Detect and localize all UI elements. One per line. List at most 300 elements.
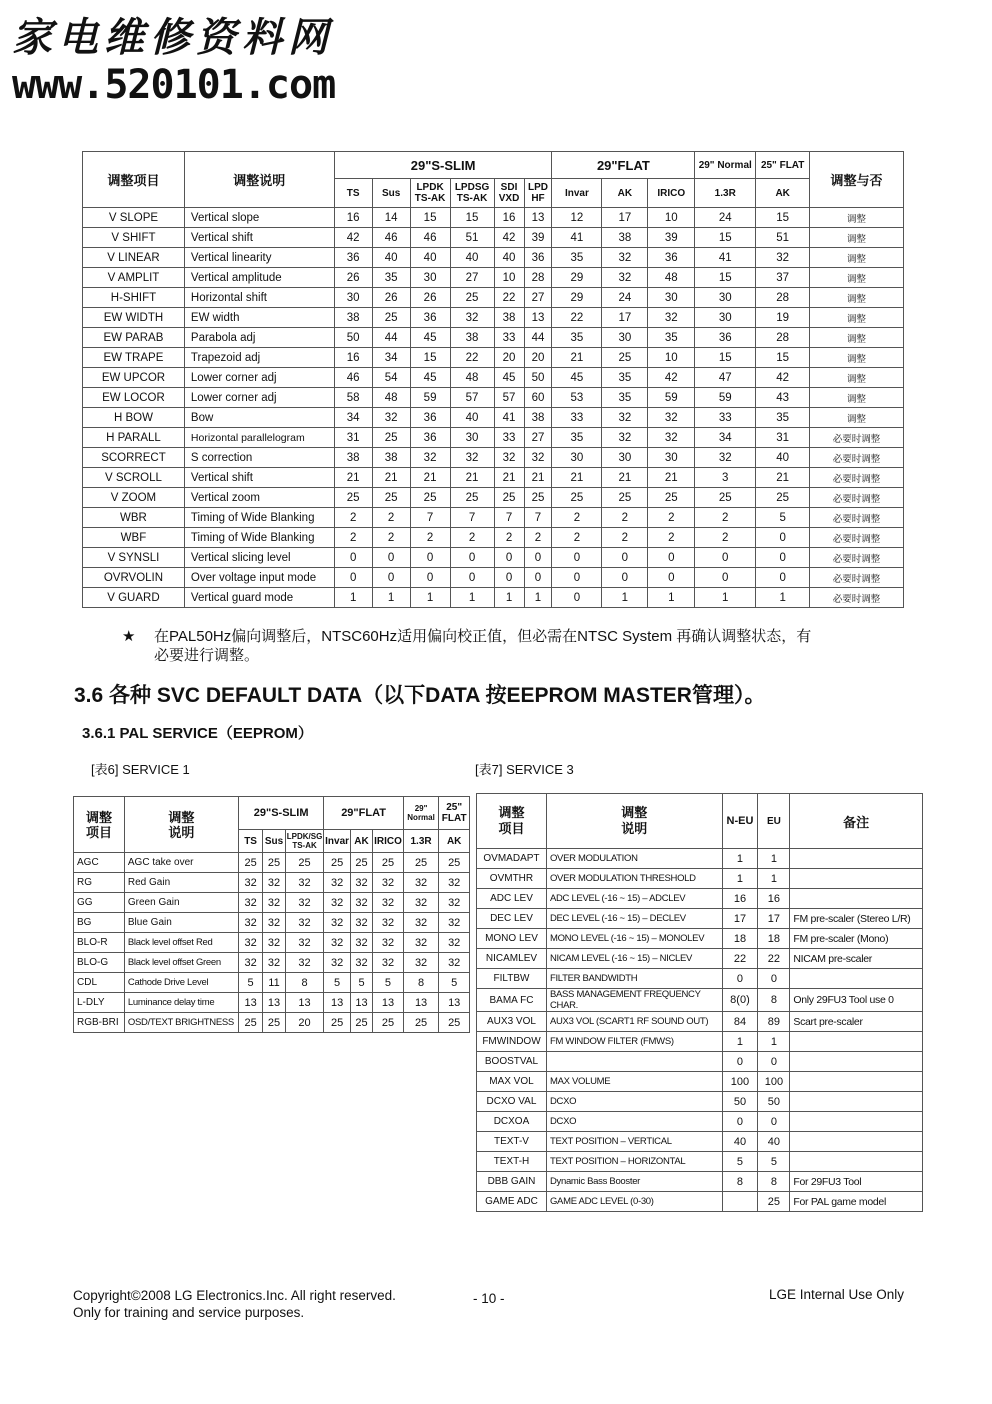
item-description: Over voltage input mode — [184, 568, 334, 588]
value-cell: 10 — [494, 268, 524, 288]
adjust-status: 必要时调整 — [810, 548, 904, 568]
t7-neu-value: 5 — [722, 1152, 758, 1172]
value-cell: 41 — [494, 408, 524, 428]
site-title: 家电维修资料网 — [12, 14, 334, 61]
t7-neu-value: 0 — [722, 969, 758, 989]
value-cell: 2 — [494, 528, 524, 548]
value-cell: 46 — [334, 368, 372, 388]
value-cell: 19 — [756, 308, 810, 328]
value-cell: 46 — [372, 228, 410, 248]
t6-item-description: OSD/TEXT BRIGHTNESS — [124, 1013, 238, 1033]
value-cell: 57 — [494, 388, 524, 408]
value-cell: 38 — [494, 308, 524, 328]
value-cell: 15 — [756, 208, 810, 228]
t6-item-description: Black level offset Green — [124, 953, 238, 973]
subheader-cell: LPDK TS-AK — [410, 179, 450, 208]
value-cell: 0 — [334, 548, 372, 568]
t6-group-29-slim: 29"S-SLIM — [238, 797, 323, 830]
value-cell: 0 — [756, 548, 810, 568]
value-cell: 40 — [494, 248, 524, 268]
value-cell: 25 — [524, 488, 552, 508]
value-cell: 0 — [450, 568, 494, 588]
t6-value-cell: 13 — [373, 993, 404, 1013]
t6-value-cell: 13 — [263, 993, 285, 1013]
t6-value-cell: 5 — [238, 973, 262, 993]
value-cell: 39 — [524, 228, 552, 248]
value-cell: 60 — [524, 388, 552, 408]
t7-item-description: TEXT POSITION – HORIZONTAL — [546, 1152, 722, 1172]
value-cell: 30 — [552, 448, 602, 468]
t7-item-description: BASS MANAGEMENT FREQUENCY CHAR. — [546, 989, 722, 1012]
table-row — [74, 873, 470, 893]
star-icon: ★ — [122, 628, 136, 645]
t6-value-cell: 32 — [439, 873, 470, 893]
value-cell: 42 — [494, 228, 524, 248]
t6-value-cell: 25 — [238, 1013, 262, 1033]
value-cell: 28 — [524, 268, 552, 288]
t6-value-cell: 32 — [373, 913, 404, 933]
table-row — [477, 1032, 923, 1052]
t6-value-cell: 32 — [263, 933, 285, 953]
value-cell: 25 — [602, 348, 648, 368]
value-cell: 2 — [648, 528, 695, 548]
adjust-status: 必要时调整 — [810, 448, 904, 468]
value-cell: 15 — [756, 348, 810, 368]
value-cell: 35 — [602, 388, 648, 408]
t6-value-cell: 32 — [285, 873, 324, 893]
t7-item-name: MAX VOL — [477, 1072, 547, 1092]
value-cell: 27 — [450, 268, 494, 288]
t7-item-description: DCXO — [546, 1092, 722, 1112]
value-cell: 21 — [552, 348, 602, 368]
t6-value-cell: 32 — [439, 893, 470, 913]
t7-eu-value: 1 — [758, 849, 790, 869]
t7-neu-value: 1 — [722, 1032, 758, 1052]
value-cell: 32 — [695, 448, 756, 468]
value-cell: 0 — [552, 548, 602, 568]
adjust-status: 必要时调整 — [810, 468, 904, 488]
t7-item-description: AUX3 VOL (SCART1 RF SOUND OUT) — [546, 1012, 722, 1032]
item-description: Lower corner adj — [184, 388, 334, 408]
t7-item-name: DBB GAIN — [477, 1172, 547, 1192]
t6-item-name: GG — [74, 893, 125, 913]
t7-eu-value: 0 — [758, 969, 790, 989]
t7-item-description: TEXT POSITION – VERTICAL — [546, 1132, 722, 1152]
value-cell: 3 — [695, 468, 756, 488]
table-row — [477, 849, 923, 869]
value-cell: 33 — [494, 328, 524, 348]
t6-value-cell: 32 — [350, 913, 372, 933]
item-name: V ZOOM — [83, 488, 185, 508]
t6-value-cell: 32 — [324, 933, 350, 953]
t7-item-description — [546, 1052, 722, 1072]
t6-value-cell: 13 — [285, 993, 324, 1013]
value-cell: 21 — [524, 468, 552, 488]
value-cell: 31 — [334, 428, 372, 448]
value-cell: 38 — [372, 448, 410, 468]
table-row — [477, 969, 923, 989]
table-row — [83, 568, 904, 588]
value-cell: 0 — [756, 568, 810, 588]
value-cell: 15 — [410, 348, 450, 368]
t7-item-name: OVMTHR — [477, 869, 547, 889]
t6-value-cell: 5 — [439, 973, 470, 993]
t6-value-cell: 32 — [439, 933, 470, 953]
table-row — [477, 889, 923, 909]
value-cell: 22 — [552, 308, 602, 328]
item-description: Timing of Wide Blanking — [184, 508, 334, 528]
t7-header-item: 调整 项目 — [477, 794, 547, 849]
value-cell: 35 — [602, 368, 648, 388]
value-cell: 26 — [334, 268, 372, 288]
t7-item-description: DEC LEVEL (-16 ~ 15) – DECLEV — [546, 909, 722, 929]
site-url: www.520101.com — [12, 62, 336, 108]
adjust-status: 调整 — [810, 388, 904, 408]
table-row — [83, 348, 904, 368]
t7-note — [790, 1152, 923, 1172]
t7-eu-value: 50 — [758, 1092, 790, 1112]
table-row — [83, 368, 904, 388]
t7-item-name: FILTBW — [477, 969, 547, 989]
t6-subheader-cell: IRICO — [373, 830, 404, 853]
value-cell: 43 — [756, 388, 810, 408]
item-description: Vertical slicing level — [184, 548, 334, 568]
value-cell: 21 — [410, 468, 450, 488]
t6-value-cell: 25 — [439, 853, 470, 873]
t6-value-cell: 13 — [238, 993, 262, 1013]
t7-neu-value: 50 — [722, 1092, 758, 1112]
t7-item-description: OVER MODULATION THRESHOLD — [546, 869, 722, 889]
adjust-status: 必要时调整 — [810, 528, 904, 548]
value-cell: 0 — [552, 588, 602, 608]
value-cell: 25 — [372, 428, 410, 448]
value-cell: 2 — [602, 528, 648, 548]
t7-neu-value: 40 — [722, 1132, 758, 1152]
value-cell: 13 — [524, 308, 552, 328]
t7-neu-value: 0 — [722, 1052, 758, 1072]
t7-eu-value: 5 — [758, 1152, 790, 1172]
t7-item-name: FMWINDOW — [477, 1032, 547, 1052]
item-name: H PARALL — [83, 428, 185, 448]
t6-value-cell: 32 — [263, 893, 285, 913]
t7-item-name: TEXT-H — [477, 1152, 547, 1172]
value-cell: 25 — [756, 488, 810, 508]
item-description: Parabola adj — [184, 328, 334, 348]
t7-item-name: DCXOA — [477, 1112, 547, 1132]
adjust-status: 调整 — [810, 348, 904, 368]
t7-item-description: FILTER BANDWIDTH — [546, 969, 722, 989]
t6-value-cell: 32 — [285, 933, 324, 953]
value-cell: 32 — [648, 408, 695, 428]
value-cell: 0 — [756, 528, 810, 548]
t6-value-cell: 32 — [350, 893, 372, 913]
t7-header-neu: N-EU — [722, 794, 758, 849]
group-25-flat: 25" FLAT — [756, 152, 810, 179]
t7-eu-value: 17 — [758, 909, 790, 929]
value-cell: 12 — [552, 208, 602, 228]
value-cell: 21 — [494, 468, 524, 488]
value-cell: 7 — [450, 508, 494, 528]
t7-item-description: MAX VOLUME — [546, 1072, 722, 1092]
table-row — [83, 428, 904, 448]
t7-item-name: DEC LEV — [477, 909, 547, 929]
subheader-cell: LPD HF — [524, 179, 552, 208]
value-cell: 1 — [494, 588, 524, 608]
adjust-status: 调整 — [810, 288, 904, 308]
item-description: Vertical guard mode — [184, 588, 334, 608]
adjust-status: 调整 — [810, 328, 904, 348]
table-row — [74, 1013, 470, 1033]
t7-note: For 29FU3 Tool — [790, 1172, 923, 1192]
table-row — [83, 228, 904, 248]
t6-group-25-flat: 25" FLAT — [439, 797, 470, 830]
t6-subheader-cell: TS — [238, 830, 262, 853]
internal-use-label: LGE Internal Use Only — [769, 1287, 905, 1302]
t7-neu-value: 16 — [722, 889, 758, 909]
value-cell: 30 — [602, 448, 648, 468]
t7-note — [790, 1052, 923, 1072]
t6-value-cell: 32 — [285, 893, 324, 913]
value-cell: 0 — [695, 568, 756, 588]
header-item: 调整项目 — [83, 152, 185, 208]
t6-value-cell: 32 — [324, 873, 350, 893]
table-row — [477, 1132, 923, 1152]
t6-subheader-cell: LPDK/SG TS-AK — [285, 830, 324, 853]
value-cell: 2 — [334, 528, 372, 548]
value-cell: 1 — [648, 588, 695, 608]
value-cell: 51 — [756, 228, 810, 248]
value-cell: 21 — [372, 468, 410, 488]
t7-header-note: 备注 — [790, 794, 923, 849]
value-cell: 0 — [648, 548, 695, 568]
value-cell: 58 — [334, 388, 372, 408]
t7-item-description: MONO LEVEL (-16 ~ 15) – MONOLEV — [546, 929, 722, 949]
value-cell: 33 — [494, 428, 524, 448]
table-row — [477, 1192, 923, 1212]
table-row — [477, 909, 923, 929]
item-name: EW WIDTH — [83, 308, 185, 328]
t6-item-description: Red Gain — [124, 873, 238, 893]
value-cell: 32 — [602, 248, 648, 268]
table-row — [74, 993, 470, 1013]
value-cell: 35 — [648, 328, 695, 348]
t7-item-description: ADC LEVEL (-16 ~ 15) – ADCLEV — [546, 889, 722, 909]
item-name: EW UPCOR — [83, 368, 185, 388]
table-row — [477, 1172, 923, 1192]
value-cell: 17 — [602, 208, 648, 228]
t6-value-cell: 5 — [324, 973, 350, 993]
value-cell: 32 — [372, 408, 410, 428]
value-cell: 20 — [524, 348, 552, 368]
table-row — [74, 973, 470, 993]
note-line-1: 在PAL50Hz偏向调整后，NTSC60Hz适用偏向校正值，但必需在NTSC System 再确认调整状态，有 — [154, 628, 812, 645]
value-cell: 2 — [695, 528, 756, 548]
value-cell: 34 — [334, 408, 372, 428]
t6-value-cell: 13 — [439, 993, 470, 1013]
value-cell: 0 — [494, 568, 524, 588]
service3-table — [476, 793, 923, 1212]
value-cell: 40 — [450, 408, 494, 428]
subsection-title: 3.6.1 PAL SERVICE（EEPROM） — [82, 725, 313, 742]
value-cell: 0 — [450, 548, 494, 568]
t7-note: NICAM pre-scaler — [790, 949, 923, 969]
t6-value-cell: 32 — [350, 873, 372, 893]
adjust-status: 调整 — [810, 408, 904, 428]
t7-item-description: DCXO — [546, 1112, 722, 1132]
t6-item-description: Green Gain — [124, 893, 238, 913]
item-name: WBF — [83, 528, 185, 548]
t6-value-cell: 20 — [285, 1013, 324, 1033]
t7-neu-value: 100 — [722, 1072, 758, 1092]
value-cell: 47 — [695, 368, 756, 388]
t7-item-name: GAME ADC — [477, 1192, 547, 1212]
item-description: Vertical zoom — [184, 488, 334, 508]
value-cell: 54 — [372, 368, 410, 388]
t7-note: Only 29FU3 Tool use 0 — [790, 989, 923, 1012]
value-cell: 41 — [695, 248, 756, 268]
table7-caption: [表7] SERVICE 3 — [475, 762, 574, 777]
table-row — [477, 869, 923, 889]
copyright-line-2: Only for training and service purposes. — [73, 1305, 305, 1320]
t7-eu-value: 0 — [758, 1112, 790, 1132]
value-cell: 35 — [756, 408, 810, 428]
t6-value-cell: 32 — [285, 953, 324, 973]
item-name: V SLOPE — [83, 208, 185, 228]
group-29-flat: 29"FLAT — [552, 152, 695, 179]
item-description: Lower corner adj — [184, 368, 334, 388]
table-row — [477, 1092, 923, 1112]
t6-group-29-flat: 29"FLAT — [324, 797, 403, 830]
value-cell: 25 — [552, 488, 602, 508]
t7-note — [790, 1112, 923, 1132]
value-cell: 1 — [602, 588, 648, 608]
t6-value-cell: 32 — [373, 933, 404, 953]
value-cell: 0 — [524, 568, 552, 588]
t6-subheader-cell: Sus — [263, 830, 285, 853]
value-cell: 24 — [695, 208, 756, 228]
value-cell: 25 — [602, 488, 648, 508]
value-cell: 16 — [494, 208, 524, 228]
value-cell: 15 — [410, 208, 450, 228]
value-cell: 0 — [602, 568, 648, 588]
item-name: V GUARD — [83, 588, 185, 608]
t6-subheader-cell: AK — [439, 830, 470, 853]
value-cell: 29 — [552, 268, 602, 288]
value-cell: 25 — [450, 488, 494, 508]
t6-value-cell: 5 — [373, 973, 404, 993]
t6-value-cell: 8 — [403, 973, 439, 993]
value-cell: 36 — [410, 308, 450, 328]
subheader-cell: 1.3R — [695, 179, 756, 208]
value-cell: 10 — [648, 208, 695, 228]
value-cell: 28 — [756, 328, 810, 348]
value-cell: 25 — [695, 488, 756, 508]
value-cell: 30 — [648, 448, 695, 468]
t6-value-cell: 25 — [263, 853, 285, 873]
t6-item-name: BLO-R — [74, 933, 125, 953]
t6-value-cell: 32 — [403, 893, 439, 913]
t6-value-cell: 25 — [403, 1013, 439, 1033]
value-cell: 30 — [410, 268, 450, 288]
value-cell: 21 — [602, 468, 648, 488]
adjust-status: 必要时调整 — [810, 588, 904, 608]
adjust-status: 调整 — [810, 248, 904, 268]
value-cell: 21 — [450, 468, 494, 488]
item-name: EW LOCOR — [83, 388, 185, 408]
table-row — [83, 588, 904, 608]
t6-value-cell: 32 — [238, 873, 262, 893]
t6-item-description: AGC take over — [124, 853, 238, 873]
value-cell: 36 — [648, 248, 695, 268]
value-cell: 0 — [410, 568, 450, 588]
t6-item-name: RG — [74, 873, 125, 893]
value-cell: 59 — [648, 388, 695, 408]
t6-value-cell: 32 — [324, 953, 350, 973]
adjust-status: 必要时调整 — [810, 568, 904, 588]
t7-neu-value: 8(0) — [722, 989, 758, 1012]
value-cell: 30 — [334, 288, 372, 308]
t7-neu-value: 1 — [722, 869, 758, 889]
item-name: H BOW — [83, 408, 185, 428]
item-description: Vertical amplitude — [184, 268, 334, 288]
t7-eu-value: 8 — [758, 1172, 790, 1192]
value-cell: 31 — [756, 428, 810, 448]
value-cell: 25 — [410, 488, 450, 508]
t6-value-cell: 32 — [263, 873, 285, 893]
t6-value-cell: 25 — [263, 1013, 285, 1033]
item-name: V SYNSLI — [83, 548, 185, 568]
value-cell: 0 — [648, 568, 695, 588]
t7-eu-value: 22 — [758, 949, 790, 969]
t6-value-cell: 32 — [373, 893, 404, 913]
value-cell: 15 — [450, 208, 494, 228]
value-cell: 59 — [410, 388, 450, 408]
t6-item-description: Blue Gain — [124, 913, 238, 933]
item-description: S correction — [184, 448, 334, 468]
item-description: Trapezoid adj — [184, 348, 334, 368]
t6-value-cell: 32 — [350, 953, 372, 973]
t6-value-cell: 32 — [238, 893, 262, 913]
value-cell: 15 — [695, 268, 756, 288]
value-cell: 48 — [372, 388, 410, 408]
value-cell: 35 — [552, 328, 602, 348]
t6-value-cell: 32 — [263, 953, 285, 973]
value-cell: 36 — [410, 408, 450, 428]
value-cell: 27 — [524, 288, 552, 308]
value-cell: 2 — [450, 528, 494, 548]
value-cell: 32 — [524, 448, 552, 468]
table-row — [477, 949, 923, 969]
t6-value-cell: 25 — [238, 853, 262, 873]
table-row — [477, 1012, 923, 1032]
item-name: SCORRECT — [83, 448, 185, 468]
value-cell: 32 — [602, 268, 648, 288]
value-cell: 0 — [524, 548, 552, 568]
item-name: V SCROLL — [83, 468, 185, 488]
t7-neu-value: 84 — [722, 1012, 758, 1032]
value-cell: 1 — [410, 588, 450, 608]
value-cell: 2 — [552, 528, 602, 548]
adjust-status: 调整 — [810, 308, 904, 328]
value-cell: 2 — [334, 508, 372, 528]
t6-value-cell: 11 — [263, 973, 285, 993]
subheader-cell: SDI VXD — [494, 179, 524, 208]
value-cell: 39 — [648, 228, 695, 248]
t7-note: FM pre-scaler (Mono) — [790, 929, 923, 949]
value-cell: 10 — [648, 348, 695, 368]
t7-eu-value: 1 — [758, 869, 790, 889]
value-cell: 0 — [334, 568, 372, 588]
